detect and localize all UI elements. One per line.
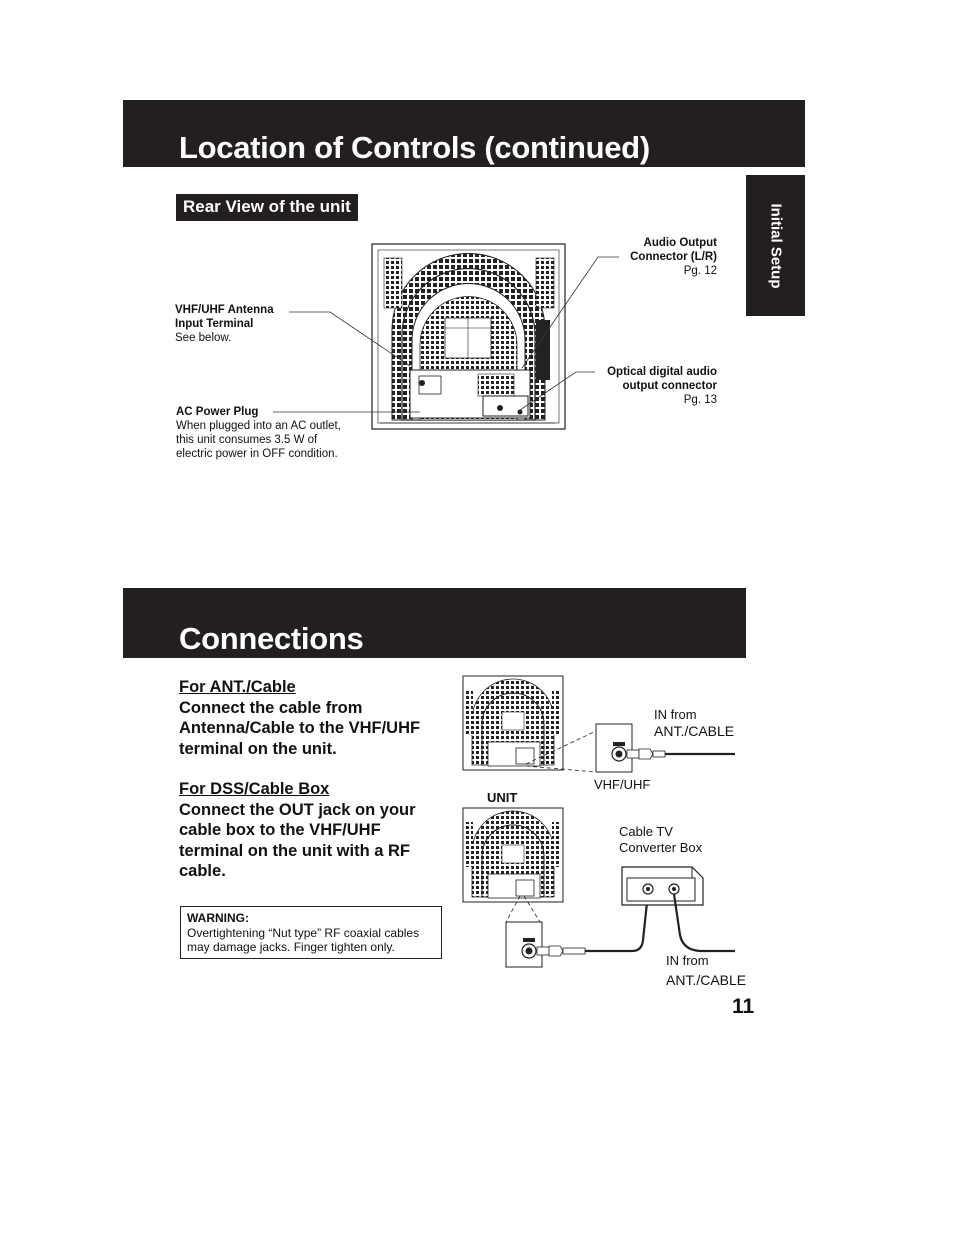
label-vhf-uhf-title-2: Input Terminal (175, 318, 254, 330)
label-vhf-uhf-title-1: VHF/UHF Antenna (175, 304, 274, 316)
label-audio-output-title-1: Audio Output (643, 237, 717, 249)
rear-view-subheading: Rear View of the unit (176, 194, 358, 221)
warning-line-2: may damage jacks. Finger tighten only. (187, 940, 395, 954)
ant-line-3: terminal on the unit. (179, 739, 337, 758)
page-number: 11 (732, 995, 755, 1018)
cable-tv-line2: Converter Box (619, 840, 703, 855)
label-audio-output-title-2: Connector (L/R) (630, 251, 717, 263)
dss-line-4: cable. (179, 862, 226, 880)
vhf-uhf-jack-bottom (506, 922, 542, 967)
cable-converter-box (622, 867, 703, 905)
dss-line-2: cable box to the VHF/UHF (179, 821, 381, 839)
rf-cable-top (627, 749, 735, 759)
ant-line-1: Connect the cable from (179, 698, 363, 717)
vhf-uhf-jack-top (596, 724, 632, 772)
cable-tv-line1: Cable TV (619, 824, 673, 839)
side-tab-label: Initial Setup (767, 202, 784, 289)
page-title: Location of Controls (continued) (179, 130, 650, 165)
dss-cable-heading: For DSS/Cable Box (179, 780, 330, 798)
dss-line-1: Connect the OUT jack on your (179, 800, 416, 819)
label-optical-title-1: Optical digital audio (607, 366, 717, 378)
label-in-from-top (654, 707, 734, 739)
label-optical-title-2: output connector (622, 380, 717, 392)
label-audio-output-page: Pg. 12 (683, 265, 717, 277)
dss-line-3: terminal on the unit with a RF (179, 841, 410, 860)
label-ac-power-note-2: this unit consumes 3.5 W of (176, 434, 318, 446)
unit-top-illustration (463, 676, 563, 770)
unit-bottom-illustration (463, 808, 563, 902)
ant-cable-heading: For ANT./Cable (179, 678, 296, 696)
in-from-bottom-line2: ANT./CABLE (666, 972, 747, 988)
warning-title: WARNING: (187, 911, 249, 925)
label-ac-power-note-1: When plugged into an AC outlet, (176, 420, 341, 432)
label-unit: UNIT (487, 790, 518, 805)
label-ac-power-note-3: electric power in OFF condition. (176, 448, 338, 460)
label-vhf-uhf-note: See below. (175, 332, 232, 344)
in-from-top-line1: IN from (654, 707, 697, 722)
ant-line-2: Antenna/Cable to the VHF/UHF (179, 719, 421, 737)
label-cable-tv-box (619, 824, 702, 856)
label-vhf-uhf: VHF/UHF (594, 777, 651, 792)
label-optical-page: Pg. 13 (683, 394, 717, 406)
warning-line-1: Overtightening “Nut type” RF coaxial cables (187, 925, 420, 940)
in-from-top-line2: ANT./CABLE (654, 723, 735, 739)
in-from-bottom-line1: IN from (666, 953, 709, 968)
label-in-from-bottom (666, 953, 746, 988)
label-ac-power-title: AC Power Plug (176, 406, 259, 418)
connections-title: Connections (179, 621, 364, 656)
